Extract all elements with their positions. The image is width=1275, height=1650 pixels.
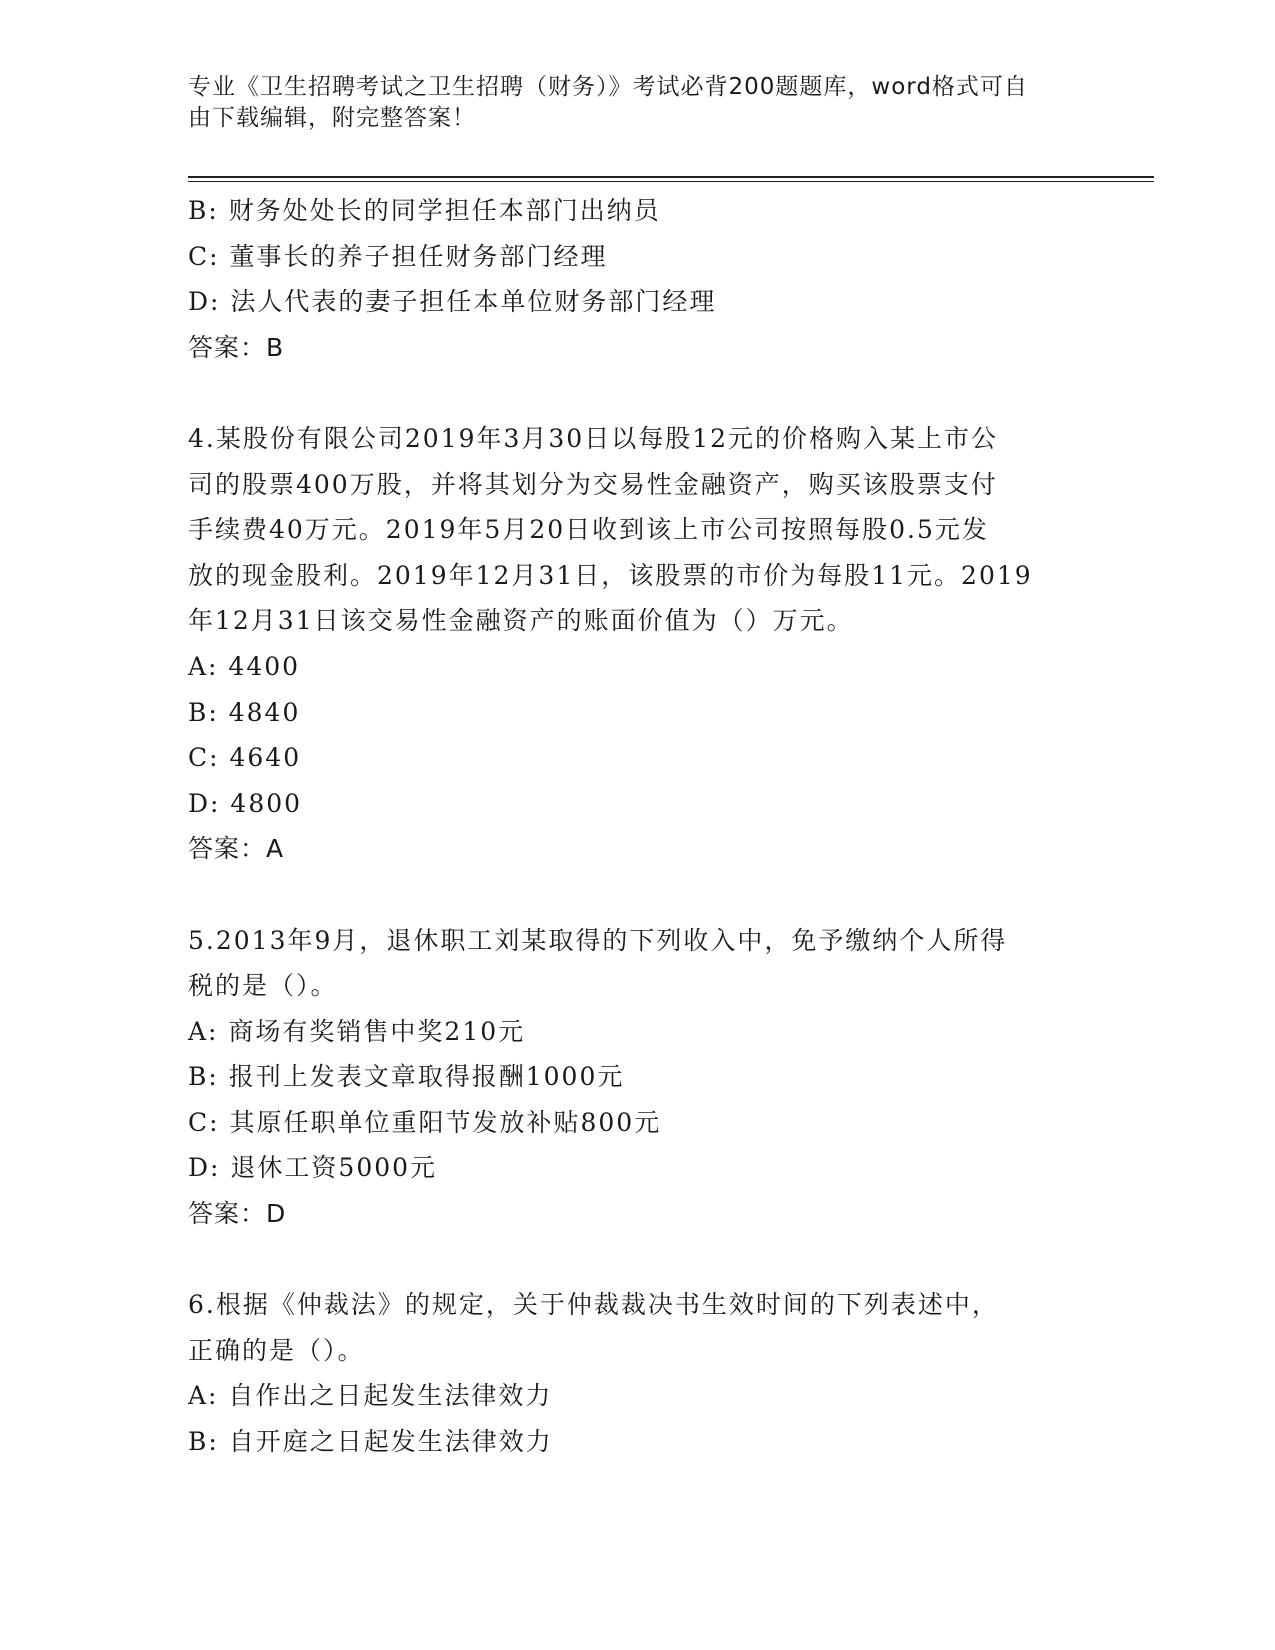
option-a: A: 商场有奖销售中奖210元 <box>188 1016 526 1046</box>
header-rule-thin <box>188 181 1154 182</box>
answer: 答案：B <box>188 332 285 362</box>
question-6 <box>188 1282 1088 1464</box>
option-d: D: 4800 <box>188 788 303 818</box>
question-text-line: 正确的是（）。 <box>188 1335 365 1365</box>
document-header <box>188 72 1068 134</box>
question-list <box>188 188 1088 1465</box>
question-text-line: 放的现金股利。2019年12月31日，该股票的市价为每股11元。2019 <box>188 560 1033 590</box>
header-rule-thick <box>188 176 1154 178</box>
question-text-line: 4.某股份有限公司2019年3月30日以每股12元的价格购入某上市公 <box>188 423 999 453</box>
option-a: A: 4400 <box>188 651 301 681</box>
question-3 <box>188 188 1088 370</box>
option-d: D: 法人代表的妻子担任本单位财务部门经理 <box>188 287 717 317</box>
option-b: B: 报刊上发表文章取得报酬1000元 <box>188 1062 625 1092</box>
option-b: B: 自开庭之日起发生法律效力 <box>188 1427 553 1457</box>
question-4 <box>188 416 1088 872</box>
option-c: C: 其原任职单位重阳节发放补贴800元 <box>188 1107 662 1137</box>
option-b: B: 4840 <box>188 697 301 727</box>
answer: 答案：A <box>188 834 285 864</box>
question-text-line: 年12月31日该交易性金融资产的账面价值为（）万元。 <box>188 606 854 636</box>
question-5 <box>188 918 1088 1237</box>
header-line-1: 专业《卫生招聘考试之卫生招聘（财务）》考试必背200题题库，word格式可自 <box>188 74 1028 100</box>
question-text-line: 6.根据《仲裁法》的规定，关于仲裁裁决书生效时间的下列表述中， <box>188 1290 999 1320</box>
option-c: C: 4640 <box>188 743 302 773</box>
option-b: B: 财务处处长的同学担任本部门出纳员 <box>188 196 661 225</box>
option-d: D: 退休工资5000元 <box>188 1153 438 1183</box>
spacer <box>188 370 1088 416</box>
option-a: A: 自作出之日起发生法律效力 <box>188 1381 553 1411</box>
spacer <box>188 1237 1088 1283</box>
option-c: C: 董事长的养子担任财务部门经理 <box>188 241 608 271</box>
spacer <box>188 872 1088 918</box>
question-text-line: 5.2013年9月，退休职工刘某取得的下列收入中，免予缴纳个人所得 <box>188 925 1008 955</box>
question-text-line: 手续费40万元。2019年5月20日收到该上市公司按照每股0.5元发 <box>188 515 989 545</box>
question-text-line: 司的股票400万股，并将其划分为交易性金融资产，购买该股票支付 <box>188 469 998 499</box>
header-line-2: 由下载编辑，附完整答案！ <box>188 105 476 131</box>
answer: 答案：D <box>188 1199 287 1229</box>
question-text-line: 税的是（）。 <box>188 971 338 1001</box>
